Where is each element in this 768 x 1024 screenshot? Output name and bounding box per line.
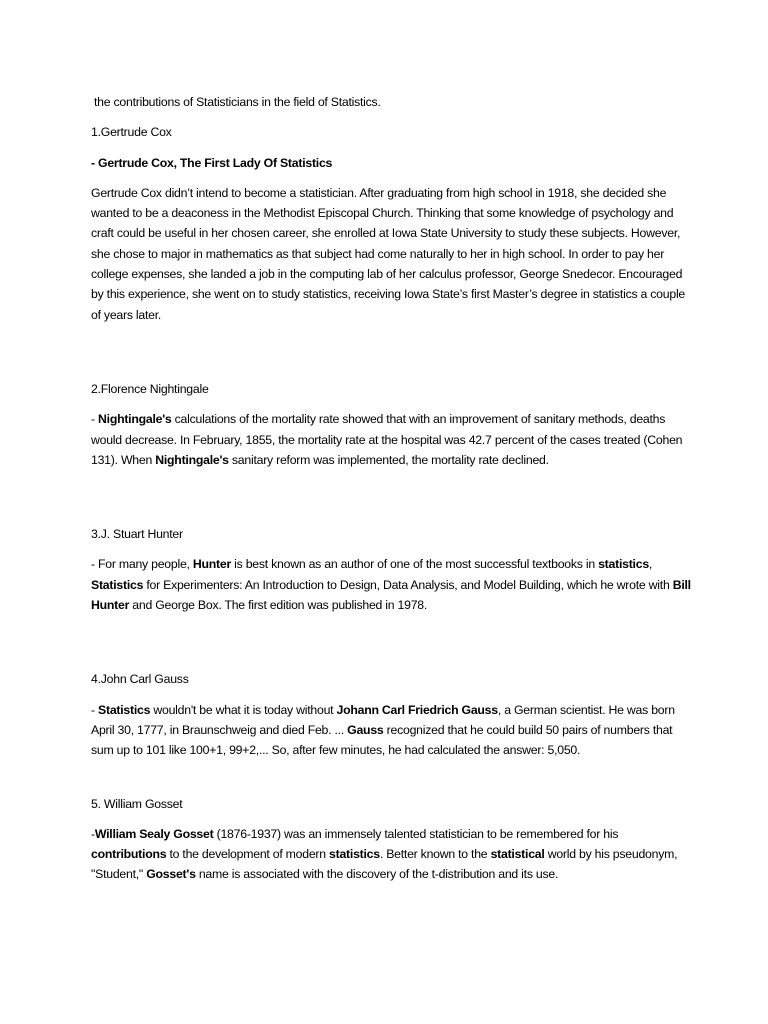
- section-florence-nightingale: [91, 379, 691, 470]
- body-text: sanitary reform was implemented, the mortality rate declined.: [228, 452, 549, 467]
- body-bold-text: statistical: [490, 847, 545, 862]
- body-bold-text: Johann Carl Friedrich Gauss: [336, 702, 498, 717]
- body-bold-text: Statistics: [91, 577, 144, 592]
- body-text: recognized that he could build 50 pairs of numbers that sum up to 101 like 100+1, 99+2,... So, after few minutes, he had calculated the answer: 5,050.: [91, 722, 673, 758]
- section-heading: 4.John Carl Gauss: [91, 672, 189, 687]
- document-body: [91, 92, 691, 885]
- body-text: -: [91, 826, 95, 841]
- body-bold-text: Nightingale's: [155, 452, 229, 467]
- body-text: calculations of the mortality rate showed that with an improvement of sanitary methods, deaths would decrease. In February, 1855, the mortality rate at the hospital was 42.7 percent of the cases treated (Cohen 131). When: [91, 412, 683, 467]
- body-bold-text: Statistics: [98, 702, 151, 717]
- body-text: to the development of modern: [166, 847, 330, 862]
- body-bold-text: contributions: [91, 847, 167, 862]
- section-body: [91, 409, 691, 470]
- section-heading: 1.Gertrude Cox: [91, 125, 172, 140]
- section-john-carl-gauss: [91, 669, 691, 760]
- body-bold-text: statistics: [598, 557, 649, 572]
- body-bold-text: Gauss: [347, 722, 384, 737]
- body-bold-text: statistics: [329, 847, 380, 862]
- body-text: ,: [648, 557, 653, 572]
- body-text: -: [91, 702, 99, 717]
- body-bold-text: Gosset's: [146, 867, 196, 882]
- section-heading: 2.Florence Nightingale: [91, 381, 209, 396]
- section-subtitle: [91, 153, 691, 173]
- section-william-gosset: [91, 794, 691, 885]
- body-text: , a German scientist. He was born April 30, 1777, in Braunschweig and died Feb. ...: [91, 702, 675, 737]
- section-body: [91, 554, 691, 615]
- body-text: name is associated with the discovery of the t-distribution and its use.: [195, 867, 559, 882]
- section-subtitle-text: - Gertrude Cox, The First Lady Of Statistics: [91, 155, 333, 170]
- section-gertrude-cox: [91, 122, 691, 325]
- body-text: world by his pseudonym, "Student,": [91, 847, 678, 882]
- body-text: wouldn't be what it is today without: [150, 702, 337, 717]
- body-bold-text: Nightingale's: [98, 412, 172, 427]
- body-bold-text: Hunter: [192, 557, 231, 572]
- section-body: [91, 824, 691, 885]
- body-text: is best known as an author of one of the most successful textbooks in: [231, 557, 599, 572]
- body-text: (1876-1937) was an immensely talented statistician to be remembered for his: [213, 826, 619, 841]
- body-text: - For many people,: [91, 557, 193, 572]
- body-bold-text: Bill Hunter: [91, 577, 691, 613]
- body-text: . Better known to the: [379, 847, 491, 862]
- body-text: and George Box. The first edition was published in 1978.: [129, 598, 428, 613]
- document-title: the contributions of Statisticians in the field of Statistics.: [94, 95, 381, 109]
- section-body: [91, 700, 691, 761]
- section-heading: 3.J. Stuart Hunter: [91, 527, 183, 542]
- section-body: Gertrude Cox didn’t intend to become a statistician. After graduating from high school in 1918, she decided she wanted to be a deaconess in the Methodist Episcopal Church. Thinking that some knowledge of psychology and craft could be useful in her chosen career, she enrolled at Iowa State University to study these subjects. However, she chose to major in mathematics as that subject had come naturally to her in high school. In order to pay her college expenses, she landed a job in the computing lab of her calculus professor, George Snedecor. Encouraged by this experience, she went on to study statistics, receiving Iowa State’s first Master’s degree in statistics a couple of years later.: [91, 185, 686, 322]
- body-text: for Experimenters: An Introduction to Design, Data Analysis, and Model Building, which he wrote with: [143, 577, 673, 592]
- section-heading: 5. William Gosset: [91, 796, 183, 811]
- body-bold-text: William Sealy Gosset: [94, 826, 214, 841]
- body-text: -: [91, 412, 99, 427]
- section-stuart-hunter: [91, 524, 691, 615]
